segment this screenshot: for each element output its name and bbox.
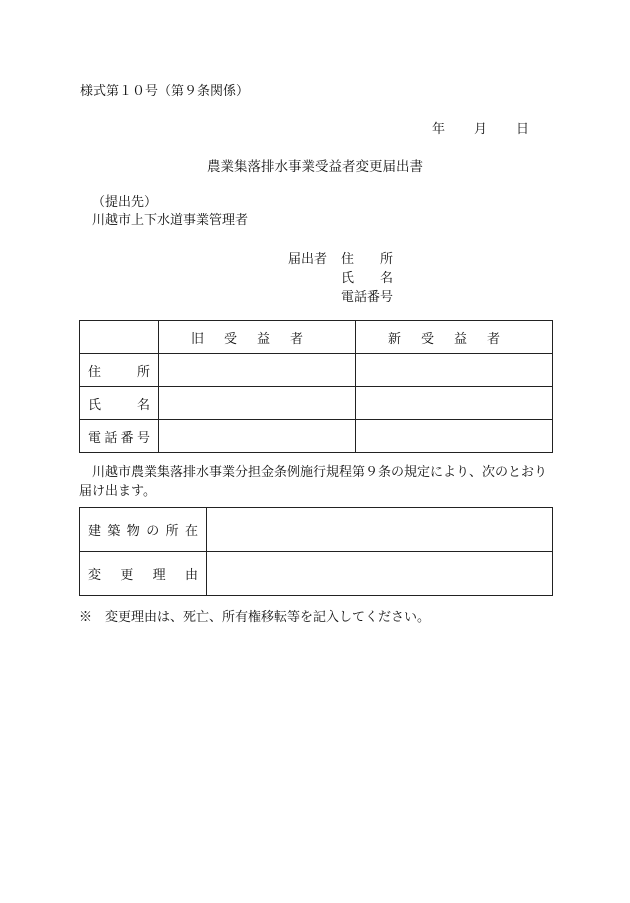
row-label-building-location: 建築物の所在 [80,508,207,552]
table-header-row [80,321,553,354]
new-beneficiary-header: 新受益者 [356,321,553,354]
date-month: 月 [474,122,488,137]
table-row [80,552,553,596]
old-phone-cell[interactable] [159,420,356,453]
row-label-change-reason: 変更理由 [80,552,207,596]
new-name-cell[interactable] [356,387,553,420]
row-label-phone: 電話番号 [80,420,159,453]
document-title: 農業集落排水事業受益者変更届出書 [207,159,423,175]
table-row [80,508,553,552]
applicant-label: 届出者 [288,252,328,267]
beneficiary-table [79,320,553,453]
submit-to-label: （提出先） [92,195,158,210]
new-address-cell[interactable] [356,354,553,387]
date-year: 年 [432,122,446,137]
building-location-cell[interactable] [207,508,553,552]
addressee: 川越市上下水道事業管理者 [92,213,249,228]
table-row [80,354,553,387]
note: ※ 変更理由は、死亡、所有権移転等を記入してください。 [79,610,431,625]
applicant-name-label: 氏 名 [341,271,394,286]
applicant-address-label: 住 所 [341,252,394,267]
old-beneficiary-header: 旧受益者 [159,321,356,354]
applicant-phone-label: 電話番号 [341,290,394,305]
detail-table [79,507,553,596]
old-address-cell[interactable] [159,354,356,387]
new-phone-cell[interactable] [356,420,553,453]
old-name-cell[interactable] [159,387,356,420]
form-number: 様式第１０号（第９条関係） [80,84,250,99]
row-label-name: 氏名 [80,387,159,420]
table-row [80,387,553,420]
row-label-address: 住所 [80,354,159,387]
body-text: 川越市農業集落排水事業分担金条例施行規程第９条の規定により、次のとおり届け出ます。 [79,465,548,499]
change-reason-cell[interactable] [207,552,553,596]
date-line [432,118,529,137]
date-day: 日 [516,122,530,137]
corner-cell [80,321,159,354]
table-row [80,420,553,453]
